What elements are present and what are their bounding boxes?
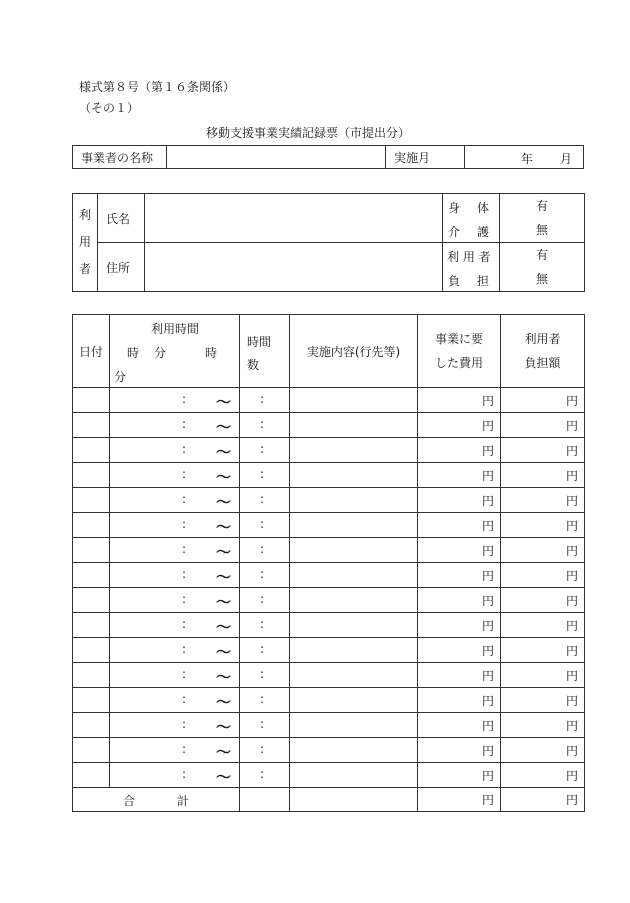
user-label: 利 用 者 xyxy=(73,194,98,292)
end-colon: : xyxy=(260,442,265,456)
time-cell[interactable] xyxy=(110,713,265,738)
burden-cell[interactable]: 円 xyxy=(501,438,585,463)
content-cell[interactable] xyxy=(290,563,418,588)
log-row xyxy=(73,588,585,613)
hours-cell[interactable] xyxy=(240,688,290,713)
log-row xyxy=(73,413,585,438)
content-cell[interactable] xyxy=(290,413,418,438)
content-cell[interactable] xyxy=(290,463,418,488)
form-number: 様式第８号（第１６条関係） xyxy=(79,80,236,94)
burden-cell[interactable]: 円 xyxy=(501,713,585,738)
content-cell[interactable] xyxy=(290,513,418,538)
content-cell[interactable] xyxy=(290,613,418,638)
start-colon: : xyxy=(182,692,187,706)
date-cell[interactable] xyxy=(73,713,110,738)
range-separator: 〜 xyxy=(216,768,232,786)
start-colon: : xyxy=(182,642,187,656)
date-cell[interactable] xyxy=(73,663,110,688)
log-row xyxy=(73,388,585,413)
date-cell[interactable] xyxy=(73,738,110,763)
content-cell[interactable] xyxy=(290,638,418,663)
impl-month-label: 実施月 xyxy=(386,146,465,169)
impl-month-field[interactable] xyxy=(465,146,584,169)
burden-cell[interactable]: 円 xyxy=(501,563,585,588)
cost-cell[interactable]: 円 xyxy=(418,513,501,538)
start-colon: : xyxy=(182,767,187,781)
burden-cell[interactable]: 円 xyxy=(501,488,585,513)
date-cell[interactable] xyxy=(73,638,110,663)
end-colon: : xyxy=(260,692,265,706)
user-burden-label: 利 用 者 負 担 xyxy=(443,243,500,292)
start-colon: : xyxy=(182,492,187,506)
end-colon: : xyxy=(260,617,265,631)
burden-cell[interactable]: 円 xyxy=(501,688,585,713)
range-separator: 〜 xyxy=(216,468,232,486)
start-colon: : xyxy=(182,742,187,756)
content-cell[interactable] xyxy=(290,688,418,713)
log-row xyxy=(73,663,585,688)
content-cell[interactable] xyxy=(290,738,418,763)
name-field[interactable] xyxy=(145,194,443,243)
content-cell[interactable] xyxy=(290,538,418,563)
start-colon: : xyxy=(182,392,187,406)
end-colon: : xyxy=(260,717,265,731)
hours-header: 時間 数 xyxy=(240,315,290,388)
cost-cell[interactable]: 円 xyxy=(418,463,501,488)
hours-cell[interactable] xyxy=(240,513,290,538)
year-label: 年 xyxy=(521,152,534,166)
start-colon: : xyxy=(182,467,187,481)
burden-cell[interactable]: 円 xyxy=(501,663,585,688)
time-cell[interactable] xyxy=(110,638,265,663)
hours-cell[interactable] xyxy=(240,563,290,588)
total-burden-cell[interactable]: 円 xyxy=(501,788,585,812)
body-care-options[interactable] xyxy=(500,194,585,243)
time-cell[interactable] xyxy=(110,413,265,438)
content-cell[interactable] xyxy=(290,488,418,513)
end-colon: : xyxy=(260,642,265,656)
range-separator: 〜 xyxy=(216,668,232,686)
user-burden-yes: 有 xyxy=(535,248,548,262)
log-row xyxy=(73,563,585,588)
range-separator: 〜 xyxy=(216,618,232,636)
end-colon: : xyxy=(260,417,265,431)
content-cell[interactable] xyxy=(290,588,418,613)
cost-cell[interactable]: 円 xyxy=(418,588,501,613)
service-log-table xyxy=(72,314,585,812)
start-colon: : xyxy=(182,667,187,681)
time-cell[interactable] xyxy=(110,463,265,488)
burden-cell[interactable]: 円 xyxy=(501,463,585,488)
burden-cell[interactable]: 円 xyxy=(501,388,585,413)
date-cell[interactable] xyxy=(73,688,110,713)
range-separator: ～ xyxy=(216,393,232,411)
business-name-field[interactable] xyxy=(167,146,386,169)
cost-cell[interactable]: 円 xyxy=(418,388,501,413)
burden-cell[interactable]: 円 xyxy=(501,763,585,788)
user-info-table xyxy=(72,193,585,292)
cost-cell[interactable]: 円 xyxy=(418,663,501,688)
time-cell[interactable] xyxy=(110,388,265,413)
end-colon: : xyxy=(260,392,265,406)
end-colon: : xyxy=(260,542,265,556)
time-cell[interactable] xyxy=(110,688,265,713)
time-cell[interactable] xyxy=(110,763,265,788)
burden-cell[interactable]: 円 xyxy=(501,538,585,563)
end-colon: : xyxy=(260,492,265,506)
total-hours-cell[interactable] xyxy=(240,788,290,812)
body-care-label: 身 体 介 護 xyxy=(443,194,500,243)
hours-cell[interactable] xyxy=(240,638,290,663)
time-cell[interactable] xyxy=(110,663,265,688)
total-label: 合 計 xyxy=(73,788,240,812)
cost-header: 事業に要 した費用 xyxy=(418,315,501,388)
time-cell[interactable] xyxy=(110,563,265,588)
content-cell[interactable] xyxy=(290,713,418,738)
range-separator: 〜 xyxy=(216,443,232,461)
hours-cell[interactable] xyxy=(240,713,290,738)
form-sub-number: （その１） xyxy=(79,101,140,115)
usage-time-header: 利用時間 時 分 時 分 xyxy=(110,315,240,388)
log-row xyxy=(73,438,585,463)
cost-cell[interactable]: 円 xyxy=(418,638,501,663)
hours-cell[interactable] xyxy=(240,538,290,563)
date-cell[interactable] xyxy=(73,388,110,413)
date-cell[interactable] xyxy=(73,413,110,438)
cost-cell[interactable]: 円 xyxy=(418,488,501,513)
start-colon: : xyxy=(182,517,187,531)
cost-cell[interactable]: 円 xyxy=(418,438,501,463)
end-colon: : xyxy=(260,467,265,481)
log-row xyxy=(73,738,585,763)
date-cell[interactable] xyxy=(73,588,110,613)
hours-cell[interactable] xyxy=(240,413,290,438)
business-name-label: 事業者の名称 xyxy=(73,146,167,169)
user-burden-no: 無 xyxy=(535,272,548,286)
date-cell[interactable] xyxy=(73,513,110,538)
log-row xyxy=(73,488,585,513)
content-cell[interactable] xyxy=(290,663,418,688)
range-separator: 〜 xyxy=(216,418,232,436)
content-cell[interactable] xyxy=(290,438,418,463)
time-cell[interactable] xyxy=(110,613,265,638)
burden-cell[interactable]: 円 xyxy=(501,513,585,538)
end-colon: : xyxy=(260,767,265,781)
hours-cell[interactable] xyxy=(240,588,290,613)
hours-cell[interactable] xyxy=(240,463,290,488)
cost-cell[interactable]: 円 xyxy=(418,413,501,438)
log-row xyxy=(73,513,585,538)
log-row xyxy=(73,613,585,638)
hours-cell[interactable] xyxy=(240,438,290,463)
range-separator: 〜 xyxy=(216,493,232,511)
hours-cell[interactable] xyxy=(240,613,290,638)
date-cell[interactable] xyxy=(73,763,110,788)
cost-cell[interactable]: 円 xyxy=(418,763,501,788)
start-colon: : xyxy=(182,417,187,431)
name-label: 氏名 xyxy=(98,194,145,243)
end-colon: : xyxy=(260,592,265,606)
range-separator: 〜 xyxy=(216,568,232,586)
content-cell[interactable] xyxy=(290,388,418,413)
log-row xyxy=(73,763,585,788)
range-separator: 〜 xyxy=(216,743,232,761)
time-cell[interactable] xyxy=(110,588,265,613)
time-cell[interactable] xyxy=(110,538,265,563)
total-cost-cell[interactable]: 円 xyxy=(418,788,501,812)
end-colon: : xyxy=(260,567,265,581)
start-colon: : xyxy=(182,542,187,556)
log-row xyxy=(73,538,585,563)
hours-cell[interactable] xyxy=(240,738,290,763)
user-burden-amount-header: 利用者 負担額 xyxy=(501,315,585,388)
burden-cell[interactable]: 円 xyxy=(501,413,585,438)
cost-cell[interactable]: 円 xyxy=(418,613,501,638)
hours-cell[interactable] xyxy=(240,763,290,788)
date-header: 日付 xyxy=(73,315,110,388)
content-cell[interactable] xyxy=(290,763,418,788)
start-colon: : xyxy=(182,442,187,456)
body-care-no: 無 xyxy=(535,223,548,237)
log-row xyxy=(73,713,585,738)
time-cell[interactable] xyxy=(110,513,265,538)
burden-cell[interactable]: 円 xyxy=(501,588,585,613)
range-separator: 〜 xyxy=(216,593,232,611)
time-cell[interactable] xyxy=(110,438,265,463)
log-row xyxy=(73,638,585,663)
total-content-cell xyxy=(290,788,418,812)
date-cell[interactable] xyxy=(73,538,110,563)
month-label: 月 xyxy=(560,152,573,166)
range-separator: 〜 xyxy=(216,518,232,536)
cost-cell[interactable]: 円 xyxy=(418,713,501,738)
start-colon: : xyxy=(182,717,187,731)
cost-cell[interactable]: 円 xyxy=(418,563,501,588)
burden-cell[interactable]: 円 xyxy=(501,738,585,763)
log-row xyxy=(73,688,585,713)
start-colon: : xyxy=(182,592,187,606)
hours-cell[interactable] xyxy=(240,663,290,688)
date-cell[interactable] xyxy=(73,613,110,638)
user-burden-options[interactable] xyxy=(500,243,585,292)
business-info-table xyxy=(72,145,584,169)
date-cell[interactable] xyxy=(73,438,110,463)
end-colon: : xyxy=(260,667,265,681)
range-separator: 〜 xyxy=(216,543,232,561)
address-field[interactable] xyxy=(145,243,443,292)
date-cell[interactable] xyxy=(73,463,110,488)
cost-cell[interactable]: 円 xyxy=(418,688,501,713)
form-title: 移動支援事業実績記録票（市提出分） xyxy=(206,126,411,140)
log-row xyxy=(73,463,585,488)
time-cell[interactable] xyxy=(110,488,265,513)
range-separator: 〜 xyxy=(216,643,232,661)
date-cell[interactable] xyxy=(73,488,110,513)
end-colon: : xyxy=(260,742,265,756)
date-cell[interactable] xyxy=(73,563,110,588)
cost-cell[interactable]: 円 xyxy=(418,738,501,763)
address-label: 住所 xyxy=(98,243,145,292)
cost-cell[interactable]: 円 xyxy=(418,538,501,563)
content-header: 実施内容(行先等) xyxy=(290,315,418,388)
range-separator: 〜 xyxy=(216,693,232,711)
hours-cell[interactable] xyxy=(240,388,290,413)
range-separator: 〜 xyxy=(216,718,232,736)
end-colon: : xyxy=(260,517,265,531)
time-cell[interactable] xyxy=(110,738,265,763)
body-care-yes: 有 xyxy=(535,199,548,213)
hours-cell[interactable] xyxy=(240,488,290,513)
start-colon: : xyxy=(182,567,187,581)
burden-cell[interactable]: 円 xyxy=(501,613,585,638)
start-colon: : xyxy=(182,617,187,631)
burden-cell[interactable]: 円 xyxy=(501,638,585,663)
